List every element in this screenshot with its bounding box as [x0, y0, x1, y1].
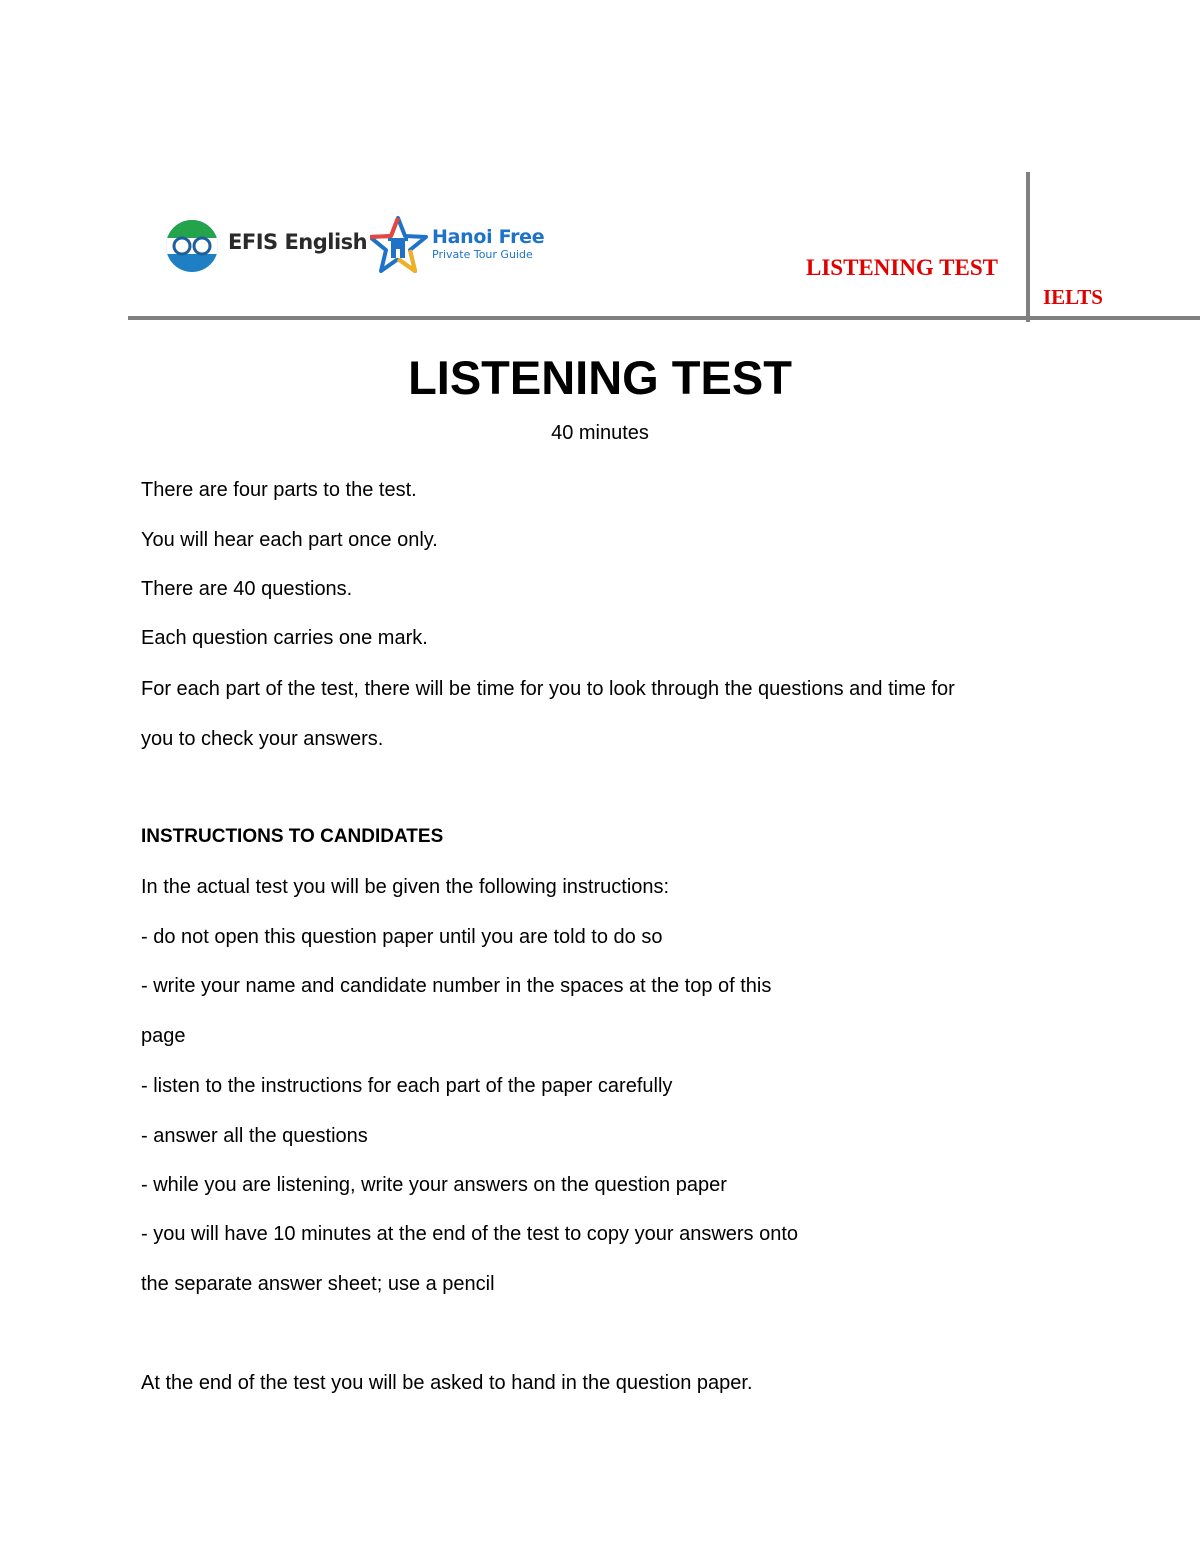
intro-line: There are 40 questions. [141, 578, 353, 600]
header-vertical-divider [1026, 172, 1030, 322]
intro-line: You will hear each part once only. [141, 529, 438, 551]
hanoi-logo-subtitle: Private Tour Guide [432, 248, 533, 261]
test-duration: 40 minutes [551, 422, 649, 444]
instructions-heading: INSTRUCTIONS TO CANDIDATES [141, 826, 444, 847]
efis-globe-icon [165, 218, 219, 274]
instruction-item: - answer all the questions [141, 1125, 368, 1147]
intro-line: Each question carries one mark. [141, 627, 428, 649]
header-title: LISTENING TEST [806, 255, 998, 280]
instruction-item: - listen to the instructions for each part of the paper carefully [141, 1075, 673, 1097]
hanoi-logo-name: Hanoi Free [432, 226, 545, 248]
instruction-item: - you will have 10 minutes at the end of the test to copy your answers onto [141, 1223, 799, 1245]
header-divider [128, 316, 1200, 320]
instructions-intro: In the actual test you will be given the following instructions: [141, 876, 670, 898]
instruction-item: - write your name and candidate number in the spaces at the top of this [141, 975, 772, 997]
intro-line: There are four parts to the test. [141, 479, 417, 501]
closing-note: At the end of the test you will be asked to hand in the question paper. [141, 1372, 753, 1394]
efis-logo-text: EFIS English [228, 230, 368, 254]
instruction-item: the separate answer sheet; use a pencil [141, 1273, 495, 1295]
instruction-item: page [141, 1025, 186, 1047]
efis-english-logo [165, 218, 368, 274]
instruction-item: - while you are listening, write your answers on the question paper [141, 1174, 727, 1196]
intro-line: you to check your answers. [141, 728, 384, 750]
page-title: LISTENING TEST [408, 351, 792, 404]
intro-line: For each part of the test, there will be time for you to look through the questions and time for [141, 678, 955, 700]
instruction-item: - do not open this question paper until you are told to do so [141, 926, 663, 948]
star-icon [370, 216, 430, 276]
hanoi-free-logo [370, 216, 550, 276]
header-tag: IELTS [1043, 285, 1103, 309]
